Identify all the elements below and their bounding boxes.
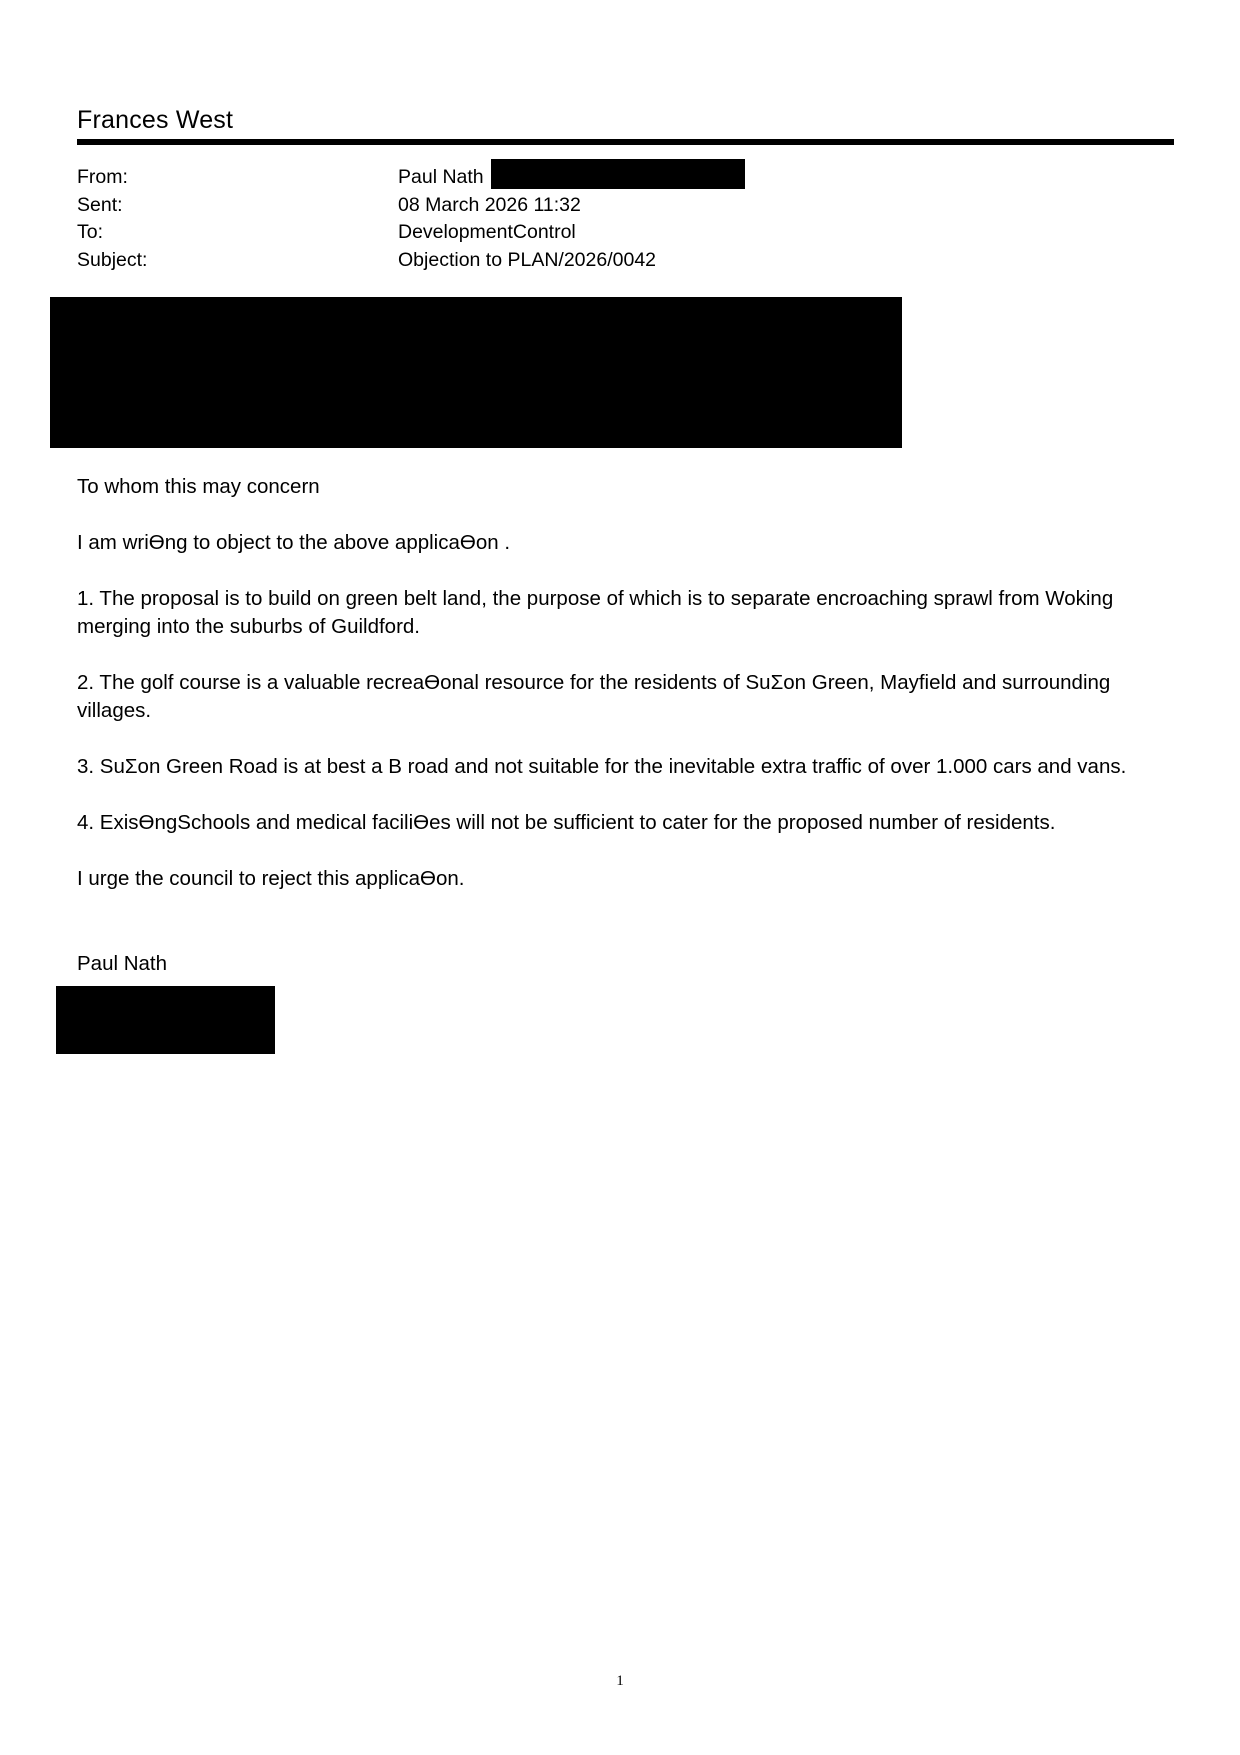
sent-label: Sent:: [77, 193, 123, 216]
to-value: DevelopmentControl: [398, 221, 576, 243]
sent-value: 08 March 2026 11:32: [398, 193, 581, 216]
body-point-4: 4. ExisϴngSchools and medical faciliϴes will not be sufficient to cater for the proposed number of residents.: [77, 811, 1056, 834]
body-point-3: 3. SuΣon Green Road is at best a B road and not suitable for the inevitable extra traffic of over 1.000 cars and vans.: [77, 755, 1127, 778]
from-label: From:: [77, 166, 128, 188]
body-point-1: 1. The proposal is to build on green belt land, the purpose of which is to separate encroaching sprawl from Woking merging into the suburbs of Guildford.: [77, 587, 1114, 638]
body-intro: I am wriϴng to object to the above applicaϴon .: [77, 531, 511, 554]
header-divider: [77, 139, 1174, 145]
body-greeting: To whom this may concern: [77, 475, 320, 498]
mailbox-owner: Frances West: [77, 106, 234, 134]
body-signature: Paul Nath: [77, 952, 168, 975]
subject-value: Objection to PLAN/2026/0042: [398, 248, 657, 271]
redaction-block-address: [50, 297, 902, 448]
redaction-signature-contact: [56, 986, 275, 1054]
body-point-2: 2. The golf course is a valuable recreaϴonal resource for the residents of SuΣon Green, Mayfield and surrounding villages.: [77, 671, 1111, 722]
redaction-sender-email: [491, 159, 745, 189]
to-label: To:: [77, 221, 104, 243]
page-number: 1: [616, 1673, 624, 1689]
subject-label: Subject:: [77, 248, 148, 271]
from-value: Paul Nath: [398, 166, 484, 188]
body-closing: I urge the council to reject this applicaϴon.: [77, 867, 465, 890]
